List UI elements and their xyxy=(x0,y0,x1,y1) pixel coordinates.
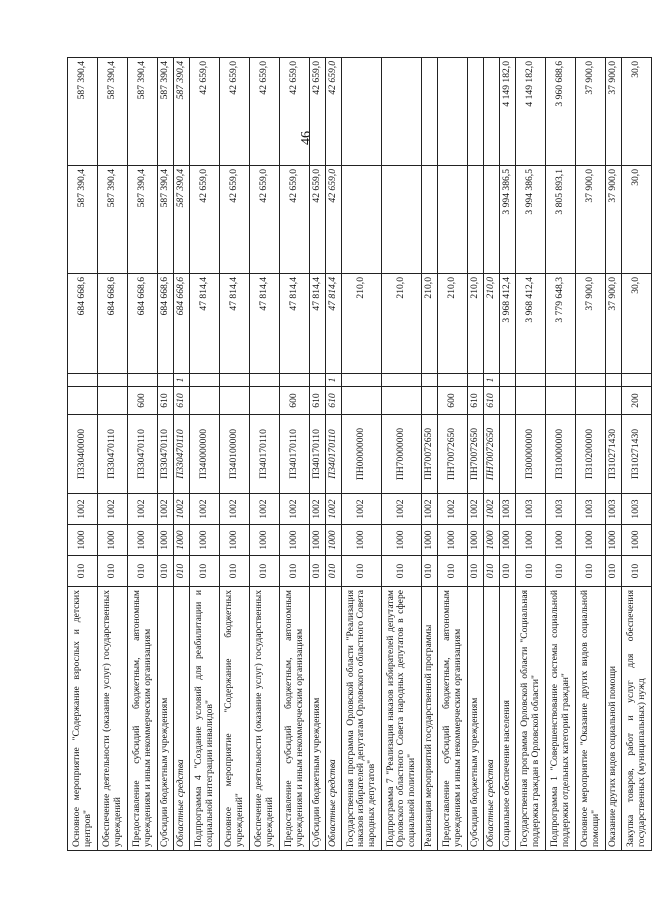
admin-code: 010 xyxy=(622,556,652,587)
row-name: Субсидии бюджетным учреждениям xyxy=(158,587,174,851)
target-article-code: П330470110 xyxy=(158,415,174,494)
admin-code: 010 xyxy=(310,556,326,587)
amount-year-1: 210,0 xyxy=(342,274,382,374)
subsection-code: 1002 xyxy=(310,494,326,525)
amount-year-1: 30,0 xyxy=(622,274,652,374)
section-code: 1000 xyxy=(280,525,310,556)
admin-code: 010 xyxy=(158,556,174,587)
amount-year-3: 30,0 xyxy=(622,58,652,166)
table-row xyxy=(326,58,342,851)
subsection-code: 1003 xyxy=(576,494,606,525)
row-name: Основное мероприятие "Содержание бюджетных учреждений" xyxy=(220,587,250,851)
section-code: 1000 xyxy=(516,525,546,556)
row-name: Закупка товаров, работ и услуг для обеспечения государственных (муниципальных) нужд xyxy=(622,587,652,851)
table-row xyxy=(468,58,484,851)
target-article-code: П310000000 xyxy=(546,415,576,494)
target-article-code: П300000000 xyxy=(516,415,546,494)
amount-year-3: 587 390,4 xyxy=(68,58,98,166)
section-code: 1000 xyxy=(310,525,326,556)
subsection-code: 1002 xyxy=(220,494,250,525)
amount-year-1: 210,0 xyxy=(484,274,500,374)
section-code: 1000 xyxy=(606,525,622,556)
expense-type-code: 610 xyxy=(310,387,326,415)
funding-source-code xyxy=(68,374,98,387)
target-article-code: П330470110 xyxy=(128,415,158,494)
table-row xyxy=(382,58,422,851)
admin-code: 010 xyxy=(190,556,220,587)
section-code: 1000 xyxy=(68,525,98,556)
section-code: 1000 xyxy=(326,525,342,556)
amount-year-3 xyxy=(422,58,438,166)
subsection-code: 1002 xyxy=(158,494,174,525)
amount-year-3: 37 900,0 xyxy=(576,58,606,166)
subsection-code: 1002 xyxy=(250,494,280,525)
row-name: Подпрограмма 1 "Совершенствование системы социальной поддержки отдельных категорий граждан" xyxy=(546,587,576,851)
row-name: Обеспечение деятельности (оказание услуг) государственных учреждений xyxy=(250,587,280,851)
amount-year-1: 47 814,4 xyxy=(326,274,342,374)
subsection-code: 1002 xyxy=(280,494,310,525)
target-article-code xyxy=(500,415,516,494)
target-article-code: ПН70072650 xyxy=(422,415,438,494)
funding-source-code xyxy=(190,374,220,387)
row-name: Оказание других видов социальной помощи xyxy=(606,587,622,851)
table-row xyxy=(158,58,174,851)
amount-year-2: 42 659,0 xyxy=(220,166,250,274)
admin-code: 010 xyxy=(516,556,546,587)
section-code: 1000 xyxy=(158,525,174,556)
expense-type-code xyxy=(516,387,546,415)
funding-source-code xyxy=(438,374,468,387)
amount-year-2: 42 659,0 xyxy=(280,166,310,274)
row-name: Областные средства xyxy=(174,587,190,851)
subsection-code: 1002 xyxy=(190,494,220,525)
target-article-code: П340170110 xyxy=(280,415,310,494)
amount-year-2: 42 659,0 xyxy=(190,166,220,274)
section-code: 1000 xyxy=(382,525,422,556)
funding-source-code xyxy=(622,374,652,387)
row-name: Подпрограмма 4 "Создание условий для реабилитации и социальной интеграции инвалидов" xyxy=(190,587,220,851)
section-code: 1000 xyxy=(622,525,652,556)
section-code: 1000 xyxy=(128,525,158,556)
section-code: 1000 xyxy=(342,525,382,556)
amount-year-2: 30,0 xyxy=(622,166,652,274)
funding-source-code xyxy=(98,374,128,387)
expense-type-code xyxy=(250,387,280,415)
subsection-code: 1003 xyxy=(622,494,652,525)
funding-source-code: 1 xyxy=(484,374,500,387)
row-name: Государственная программа Орловской области "Реализация наказов избирателей депутатам Орловского областного Совета народных депутатов" xyxy=(342,587,382,851)
admin-code: 010 xyxy=(342,556,382,587)
expense-type-code xyxy=(576,387,606,415)
subsection-code: 1002 xyxy=(128,494,158,525)
target-article-code: П310271430 xyxy=(606,415,622,494)
amount-year-1: 684 668,6 xyxy=(174,274,190,374)
table-row xyxy=(622,58,652,851)
expense-type-code xyxy=(606,387,622,415)
amount-year-1: 37 900,0 xyxy=(606,274,622,374)
subsection-code: 1002 xyxy=(438,494,468,525)
section-code: 1000 xyxy=(500,525,516,556)
target-article-code: П330470110 xyxy=(98,415,128,494)
target-article-code: П340170110 xyxy=(250,415,280,494)
budget-table-rotated xyxy=(67,58,647,851)
amount-year-2 xyxy=(422,166,438,274)
subsection-code: 1003 xyxy=(516,494,546,525)
amount-year-3: 42 659,0 xyxy=(190,58,220,166)
amount-year-3: 3 960 688,6 xyxy=(546,58,576,166)
table-row xyxy=(576,58,606,851)
funding-source-code: 1 xyxy=(326,374,342,387)
amount-year-2: 587 390,4 xyxy=(158,166,174,274)
row-name: Предоставление субсидий бюджетным, автономным учреждениям и иным некоммерческим организациям xyxy=(280,587,310,851)
amount-year-2: 3 994 386,5 xyxy=(516,166,546,274)
expense-type-code xyxy=(546,387,576,415)
amount-year-3: 587 390,4 xyxy=(128,58,158,166)
amount-year-1: 3 968 412,4 xyxy=(516,274,546,374)
funding-source-code xyxy=(342,374,382,387)
admin-code: 010 xyxy=(576,556,606,587)
amount-year-2: 42 659,0 xyxy=(310,166,326,274)
table-body xyxy=(68,58,652,851)
amount-year-1: 3 968 412,4 xyxy=(500,274,516,374)
funding-source-code xyxy=(576,374,606,387)
expense-type-code: 610 xyxy=(468,387,484,415)
amount-year-3 xyxy=(468,58,484,166)
row-name: Социальное обеспечение населения xyxy=(500,587,516,851)
section-code: 1000 xyxy=(250,525,280,556)
amount-year-1: 47 814,4 xyxy=(280,274,310,374)
table-row xyxy=(280,58,310,851)
expense-type-code: 600 xyxy=(128,387,158,415)
row-name: Областные средства xyxy=(484,587,500,851)
amount-year-2: 37 900,0 xyxy=(606,166,622,274)
row-name: Государственная программа Орловской области "Социальная поддержка граждан в Орловской области" xyxy=(516,587,546,851)
target-article-code: П340000000 xyxy=(190,415,220,494)
amount-year-3: 587 390,4 xyxy=(158,58,174,166)
admin-code: 010 xyxy=(382,556,422,587)
row-name: Областные средства xyxy=(326,587,342,851)
amount-year-3: 587 390,4 xyxy=(174,58,190,166)
amount-year-2: 42 659,0 xyxy=(250,166,280,274)
expense-type-code: 610 xyxy=(158,387,174,415)
expense-type-code xyxy=(500,387,516,415)
admin-code: 010 xyxy=(422,556,438,587)
row-name: Предоставление субсидий бюджетным, автономным учреждениям и иным некоммерческим организациям xyxy=(438,587,468,851)
amount-year-1: 210,0 xyxy=(422,274,438,374)
expense-type-code xyxy=(98,387,128,415)
admin-code: 010 xyxy=(220,556,250,587)
target-article-code: П340170110 xyxy=(310,415,326,494)
funding-source-code: 1 xyxy=(174,374,190,387)
table-row xyxy=(516,58,546,851)
amount-year-1: 47 814,4 xyxy=(220,274,250,374)
amount-year-2: 3 805 893,1 xyxy=(546,166,576,274)
row-name: Предоставление субсидий бюджетным, автономным учреждениям и иным некоммерческим организациям xyxy=(128,587,158,851)
row-name: Обеспечение деятельности (оказание услуг) государственных учреждений xyxy=(98,587,128,851)
funding-source-code xyxy=(220,374,250,387)
subsection-code: 1002 xyxy=(326,494,342,525)
funding-source-code xyxy=(422,374,438,387)
funding-source-code xyxy=(128,374,158,387)
expense-type-code: 200 xyxy=(622,387,652,415)
table-row xyxy=(422,58,438,851)
amount-year-1: 3 779 648,3 xyxy=(546,274,576,374)
amount-year-2: 42 659,0 xyxy=(326,166,342,274)
table-row xyxy=(310,58,326,851)
amount-year-2 xyxy=(484,166,500,274)
expense-type-code xyxy=(382,387,422,415)
amount-year-2: 587 390,4 xyxy=(174,166,190,274)
amount-year-3 xyxy=(382,58,422,166)
section-code: 1000 xyxy=(422,525,438,556)
subsection-code: 1002 xyxy=(468,494,484,525)
expense-type-code xyxy=(68,387,98,415)
funding-source-code xyxy=(546,374,576,387)
section-code: 1000 xyxy=(576,525,606,556)
section-code: 1000 xyxy=(190,525,220,556)
amount-year-2: 3 994 386,5 xyxy=(500,166,516,274)
admin-code: 010 xyxy=(500,556,516,587)
expense-type-code: 610 xyxy=(326,387,342,415)
amount-year-1: 684 668,6 xyxy=(128,274,158,374)
table-row xyxy=(68,58,98,851)
section-code: 1000 xyxy=(546,525,576,556)
amount-year-1: 47 814,4 xyxy=(190,274,220,374)
row-name: Основное мероприятие "Содержание взрослых и детских центров" xyxy=(68,587,98,851)
target-article-code: ПН70072650 xyxy=(438,415,468,494)
amount-year-1: 210,0 xyxy=(438,274,468,374)
amount-year-1: 47 814,4 xyxy=(250,274,280,374)
funding-source-code xyxy=(158,374,174,387)
section-code: 1000 xyxy=(98,525,128,556)
section-code: 1000 xyxy=(220,525,250,556)
funding-source-code xyxy=(382,374,422,387)
table-row xyxy=(174,58,190,851)
admin-code: 010 xyxy=(128,556,158,587)
amount-year-2 xyxy=(342,166,382,274)
amount-year-2: 587 390,4 xyxy=(128,166,158,274)
expense-type-code xyxy=(422,387,438,415)
subsection-code: 1002 xyxy=(342,494,382,525)
section-code: 1000 xyxy=(438,525,468,556)
row-name: Основное мероприятие "Оказание других видов социальной помощи" xyxy=(576,587,606,851)
section-code: 1000 xyxy=(484,525,500,556)
amount-year-3: 587 390,4 xyxy=(98,58,128,166)
admin-code: 010 xyxy=(484,556,500,587)
amount-year-3: 42 659,0 xyxy=(220,58,250,166)
table-row xyxy=(250,58,280,851)
expense-type-code xyxy=(220,387,250,415)
funding-source-code xyxy=(250,374,280,387)
target-article-code: П310271430 xyxy=(622,415,652,494)
row-name: Реализация мероприятий государственной программы xyxy=(422,587,438,851)
target-article-code: П330400000 xyxy=(68,415,98,494)
amount-year-2 xyxy=(468,166,484,274)
amount-year-1: 210,0 xyxy=(468,274,484,374)
subsection-code: 1003 xyxy=(546,494,576,525)
expense-type-code xyxy=(342,387,382,415)
subsection-code: 1002 xyxy=(98,494,128,525)
admin-code: 010 xyxy=(98,556,128,587)
row-name: Субсидии бюджетным учреждениям xyxy=(310,587,326,851)
target-article-code: ПН70072650 xyxy=(484,415,500,494)
admin-code: 010 xyxy=(606,556,622,587)
target-article-code: ПН00000000 xyxy=(342,415,382,494)
amount-year-2: 587 390,4 xyxy=(68,166,98,274)
amount-year-3 xyxy=(438,58,468,166)
amount-year-3: 42 659,0 xyxy=(310,58,326,166)
subsection-code: 1002 xyxy=(68,494,98,525)
row-name: Субсидии бюджетным учреждениям xyxy=(468,587,484,851)
amount-year-2: 587 390,4 xyxy=(98,166,128,274)
budget-table xyxy=(67,57,652,851)
table-row xyxy=(190,58,220,851)
admin-code: 010 xyxy=(546,556,576,587)
table-row xyxy=(128,58,158,851)
table-row xyxy=(606,58,622,851)
amount-year-3: 42 659,0 xyxy=(326,58,342,166)
amount-year-3: 42 659,0 xyxy=(250,58,280,166)
table-row xyxy=(500,58,516,851)
admin-code: 010 xyxy=(68,556,98,587)
funding-source-code xyxy=(468,374,484,387)
section-code: 1000 xyxy=(174,525,190,556)
expense-type-code: 600 xyxy=(280,387,310,415)
admin-code: 010 xyxy=(438,556,468,587)
amount-year-1: 47 814,4 xyxy=(310,274,326,374)
amount-year-2: 37 900,0 xyxy=(576,166,606,274)
expense-type-code: 600 xyxy=(438,387,468,415)
funding-source-code xyxy=(606,374,622,387)
admin-code: 010 xyxy=(468,556,484,587)
funding-source-code xyxy=(500,374,516,387)
subsection-code: 1002 xyxy=(174,494,190,525)
amount-year-3: 37 900,0 xyxy=(606,58,622,166)
amount-year-3: 4 149 182,0 xyxy=(516,58,546,166)
subsection-code: 1003 xyxy=(606,494,622,525)
amount-year-3: 4 149 182,0 xyxy=(500,58,516,166)
subsection-code: 1003 xyxy=(500,494,516,525)
subsection-code: 1002 xyxy=(382,494,422,525)
funding-source-code xyxy=(516,374,546,387)
table-row xyxy=(220,58,250,851)
amount-year-3 xyxy=(342,58,382,166)
amount-year-1: 684 668,6 xyxy=(98,274,128,374)
expense-type-code: 610 xyxy=(174,387,190,415)
target-article-code: П340100000 xyxy=(220,415,250,494)
table-row xyxy=(484,58,500,851)
amount-year-2 xyxy=(382,166,422,274)
amount-year-1: 37 900,0 xyxy=(576,274,606,374)
section-code: 1000 xyxy=(468,525,484,556)
amount-year-1: 684 668,6 xyxy=(68,274,98,374)
target-article-code: П310200000 xyxy=(576,415,606,494)
table-row xyxy=(342,58,382,851)
amount-year-2 xyxy=(438,166,468,274)
target-article-code: П330470110 xyxy=(174,415,190,494)
admin-code: 010 xyxy=(326,556,342,587)
target-article-code: П340170110 xyxy=(326,415,342,494)
expense-type-code xyxy=(190,387,220,415)
admin-code: 010 xyxy=(280,556,310,587)
page-number: 46 xyxy=(299,131,314,145)
table-row xyxy=(98,58,128,851)
admin-code: 010 xyxy=(250,556,280,587)
expense-type-code: 610 xyxy=(484,387,500,415)
table-row xyxy=(438,58,468,851)
subsection-code: 1002 xyxy=(484,494,500,525)
amount-year-3 xyxy=(484,58,500,166)
funding-source-code xyxy=(280,374,310,387)
amount-year-3: 42 659,0 xyxy=(280,58,310,166)
table-row xyxy=(546,58,576,851)
admin-code: 010 xyxy=(174,556,190,587)
target-article-code: ПН70000000 xyxy=(382,415,422,494)
amount-year-1: 210,0 xyxy=(382,274,422,374)
amount-year-1: 684 668,6 xyxy=(158,274,174,374)
target-article-code: ПН70072650 xyxy=(468,415,484,494)
row-name: Подпрограмма 7 "Реализация наказов избирателей депутатам Орловского областного Совета народных депутатов в сфере социальной политики" xyxy=(382,587,422,851)
subsection-code: 1002 xyxy=(422,494,438,525)
funding-source-code xyxy=(310,374,326,387)
